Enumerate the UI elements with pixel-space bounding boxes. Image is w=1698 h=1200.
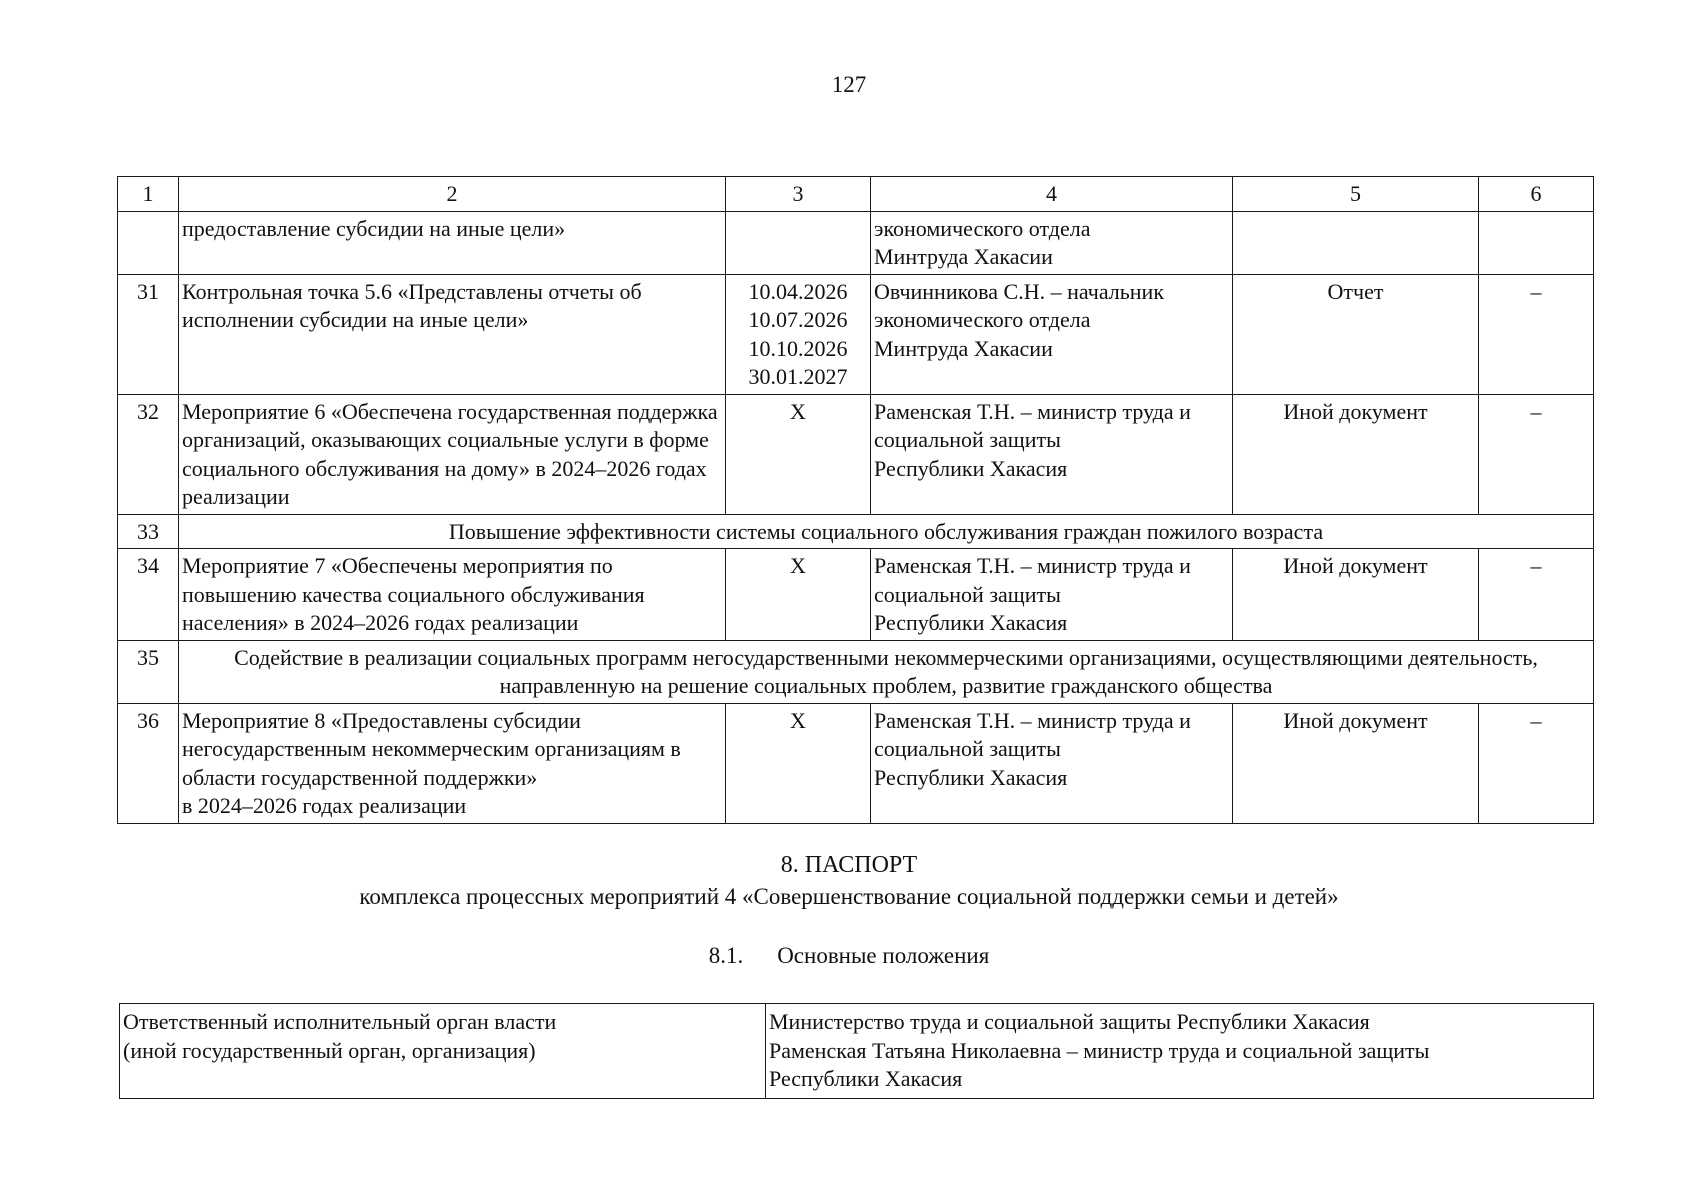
responsible: Овчинникова С.Н. – начальник экономического отдела Минтруда Хакасии [871, 274, 1233, 394]
deadline: X [726, 394, 871, 514]
document-type: Иной документ [1233, 394, 1479, 514]
responsible: Раменская Т.Н. – министр труда и социальной защиты Республики Хакасия [871, 549, 1233, 641]
activity-name: предоставление субсидии на иные цели» [179, 211, 726, 274]
document-type: Отчет [1233, 274, 1479, 394]
document-type: Иной документ [1233, 549, 1479, 641]
table-row [118, 703, 1594, 823]
basic-provisions-table [119, 1003, 1594, 1099]
column-header: 5 [1233, 177, 1479, 212]
column-header: 3 [726, 177, 871, 212]
info-system: – [1479, 274, 1594, 394]
passport-subtitle: комплекса процессных мероприятий 4 «Совершенствование социальной поддержки семьи и детей» [359, 884, 1339, 909]
row-number: 31 [118, 274, 179, 394]
info-system: – [1479, 394, 1594, 514]
row-number: 34 [118, 549, 179, 641]
section-heading-8-1 [0, 943, 1698, 969]
deadline: X [726, 703, 871, 823]
info-system: – [1479, 549, 1594, 641]
row-number [118, 211, 179, 274]
responsible: экономического отдела Минтруда Хакасии [871, 211, 1233, 274]
section-row [118, 514, 1594, 549]
table-row [118, 211, 1594, 274]
responsible: Раменская Т.Н. – министр труда и социальной защиты Республики Хакасия [871, 703, 1233, 823]
section-heading: Содействие в реализации социальных программ негосударственными некоммерческими организациями, осуществляющими деятельность, направленную на решение социальных проблем, развитие гражданского общества [179, 640, 1594, 703]
activities-table [117, 176, 1594, 824]
table-header-row [118, 177, 1594, 212]
section-title: Основные положения [777, 943, 990, 968]
responsible-body-value: Министерство труда и социальной защиты Республики Хакасия Раменская Татьяна Николаевна – министр труда и социальной защиты Республики Хакасия [766, 1004, 1594, 1099]
column-header: 2 [179, 177, 726, 212]
table-row [118, 549, 1594, 641]
section-heading: Повышение эффективности системы социального обслуживания граждан пожилого возраста [179, 514, 1594, 549]
document-type: Иной документ [1233, 703, 1479, 823]
table-row [118, 274, 1594, 394]
column-header: 6 [1479, 177, 1594, 212]
activity-name: Мероприятие 7 «Обеспечены мероприятия по повышению качества социального обслуживания населения» в 2024–2026 годах реализации [179, 549, 726, 641]
activity-name: Мероприятие 8 «Предоставлены субсидии негосударственным некоммерческим организациям в области государственной поддержки» в 2024–2026 годах реализации [179, 703, 726, 823]
table-row [120, 1004, 1594, 1099]
column-header: 4 [871, 177, 1233, 212]
row-number: 36 [118, 703, 179, 823]
responsible: Раменская Т.Н. – министр труда и социальной защиты Республики Хакасия [871, 394, 1233, 514]
responsible-body-label: Ответственный исполнительный орган власти (иной государственный орган, организация) [120, 1004, 766, 1099]
deadline: X [726, 549, 871, 641]
passport-title: 8. ПАСПОРТ [780, 852, 918, 878]
document-type [1233, 211, 1479, 274]
column-header: 1 [118, 177, 179, 212]
page-number: 127 [831, 72, 867, 97]
section-row [118, 640, 1594, 703]
row-number: 33 [118, 514, 179, 549]
activity-name: Мероприятие 6 «Обеспечена государственная поддержка организаций, оказывающих социальные услуги в форме социального обслуживания на дому» в 2024–2026 годах реализации [179, 394, 726, 514]
table-row [118, 394, 1594, 514]
row-number: 32 [118, 394, 179, 514]
section-number: 8.1. [708, 943, 744, 968]
activity-name: Контрольная точка 5.6 «Представлены отчеты об исполнении субсидии на иные цели» [179, 274, 726, 394]
info-system [1479, 211, 1594, 274]
deadline: 10.04.2026 10.07.2026 10.10.2026 30.01.2027 [726, 274, 871, 394]
deadline [726, 211, 871, 274]
info-system: – [1479, 703, 1594, 823]
row-number: 35 [118, 640, 179, 703]
